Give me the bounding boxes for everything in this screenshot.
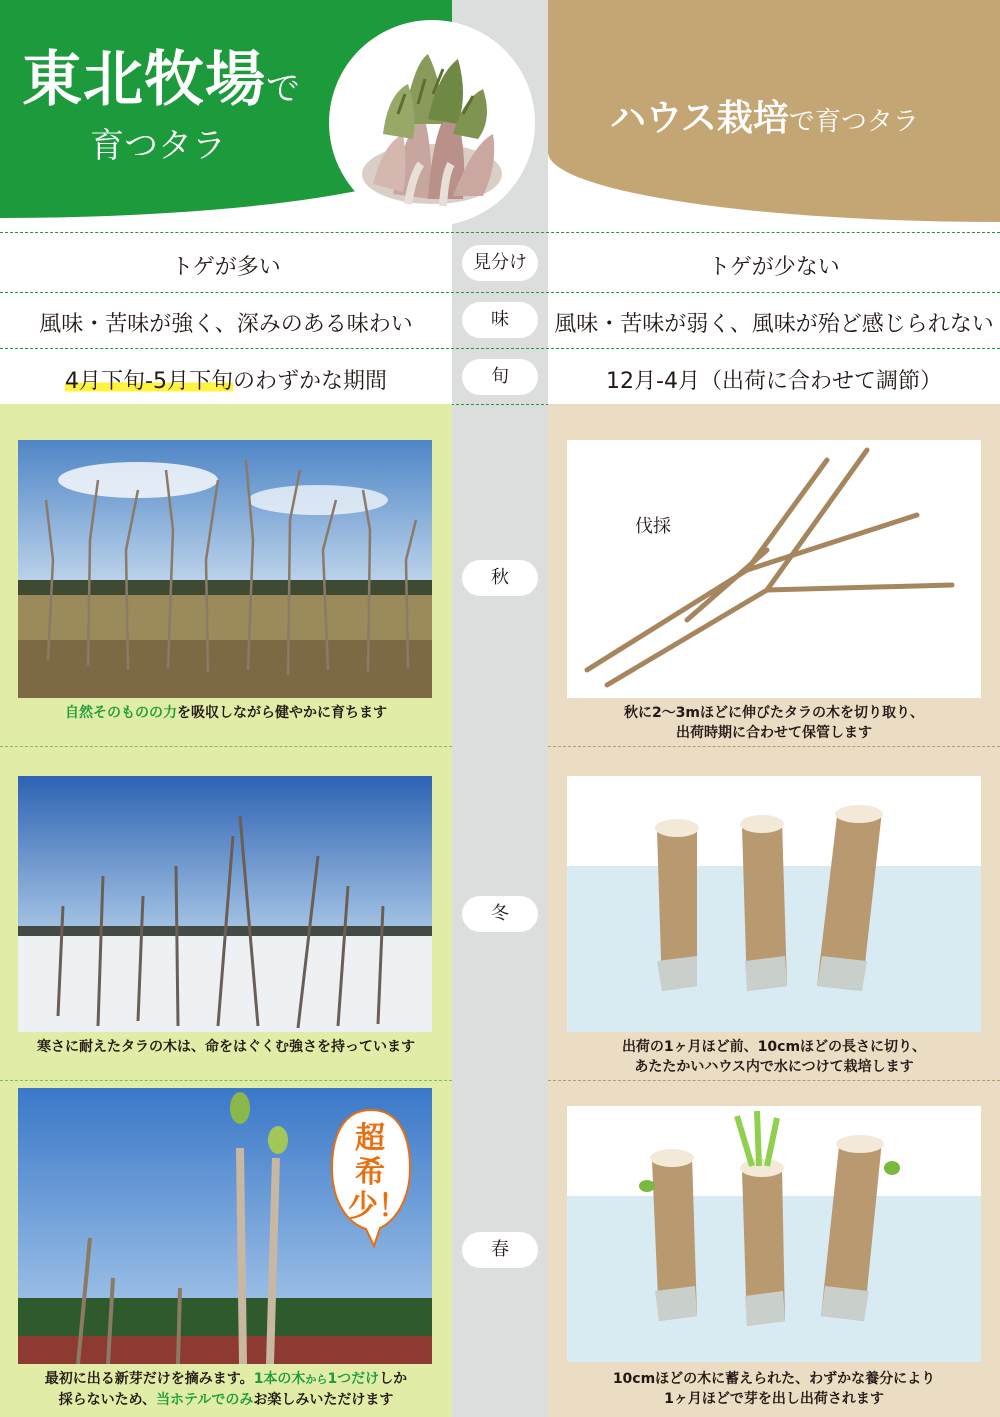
spring-left-caption-line2	[0, 1390, 452, 1410]
winter-right-caption-line2: あたたかいハウス内で水につけて栽培します	[634, 1059, 914, 1075]
spring-caption-emphasis: 1本の木	[253, 1371, 306, 1387]
row-divider	[0, 292, 1000, 293]
spring-caption-part: 採らないため、	[58, 1392, 157, 1408]
season-divider	[0, 746, 452, 747]
rare-callout: 超希少！	[348, 1121, 408, 1224]
spring-left-caption	[0, 1369, 452, 1410]
left-title-main: 東北牧場	[22, 45, 266, 115]
taste-left: 風味・苦味が強く、深みのある味わい	[39, 312, 413, 337]
winter-right-caption-line1: 出荷の1ヶ月ほど前、10cmほどの長さに切り、	[621, 1039, 927, 1055]
season-pill-spring: 春	[462, 1232, 538, 1268]
spikes-right: トゲが少ない	[708, 255, 840, 280]
spring-caption-emphasis: 当ホテルでのみ	[156, 1392, 254, 1408]
season-left-rest: のわずかな期間	[232, 369, 387, 394]
right-title-sub: で育つタラ	[788, 107, 919, 137]
left-title-sub: 育つタラ	[90, 126, 226, 166]
autumn-right-caption-line2: 出荷時期に合わせて保管します	[676, 725, 872, 741]
label-pill-season: 旬	[462, 359, 538, 395]
winter-soaking-illustration	[567, 776, 981, 1032]
spring-left-caption-line1	[0, 1369, 452, 1390]
season-divider	[0, 1080, 452, 1081]
spring-right-caption-line2: 1ヶ月ほどで芽を出し出荷されます	[664, 1391, 884, 1407]
row-divider	[0, 232, 1000, 233]
spring-right-caption	[548, 1369, 1000, 1409]
felling-tag: 伐採	[635, 516, 671, 537]
spring-caption-part: お楽しみいただけます	[253, 1392, 394, 1408]
spring-budding-illustration	[567, 1106, 981, 1362]
row-divider	[0, 348, 1000, 349]
season-left	[0, 364, 452, 395]
right-title-main: ハウス栽培	[610, 98, 789, 139]
spring-caption-part: 最初に出る新芽だけを摘みます。	[44, 1371, 254, 1387]
left-title	[22, 45, 300, 167]
season-divider	[548, 1080, 1000, 1081]
label-pill-appearance: 見分け	[462, 245, 538, 281]
spring-caption-part: から	[305, 1373, 328, 1386]
autumn-caption-rest: を吸収しながら健やかに育ちます	[177, 705, 387, 721]
winter-left-caption: 寒さに耐えたタラの木は、命をはぐくむ強さを持っています	[37, 1039, 415, 1055]
winter-snow-photo	[18, 776, 432, 1032]
left-title-particle: で	[266, 69, 300, 109]
autumn-right-caption	[548, 703, 1000, 743]
season-pill-winter: 冬	[462, 896, 538, 932]
right-title	[610, 90, 919, 141]
season-highlight: 4月下旬-5月下旬	[65, 369, 233, 394]
season-pill-autumn: 秋	[462, 560, 538, 596]
spring-caption-emphasis: 1つだけ	[327, 1371, 380, 1387]
tara-sprout-photo	[333, 24, 531, 222]
label-pill-taste: 味	[462, 302, 538, 338]
season-right: 12月-4月（出荷に合わせて調節）	[606, 369, 942, 394]
spikes-left: トゲが多い	[171, 255, 281, 280]
season-divider	[548, 746, 1000, 747]
autumn-right-caption-line1: 秋に2〜3mほどに伸びたタラの木を切り取り、	[623, 705, 925, 721]
autumn-left-caption	[0, 703, 452, 723]
spring-caption-part: しか	[379, 1371, 408, 1387]
taste-right: 風味・苦味が弱く、風味が殆ど感じられない	[554, 312, 994, 337]
spring-right-caption-line1: 10cmほどの木に蓄えられた、わずかな養分により	[612, 1371, 936, 1387]
autumn-caption-emphasis: 自然そのものの力	[65, 705, 177, 721]
autumn-field-photo	[18, 440, 432, 698]
winter-right-caption	[548, 1037, 1000, 1077]
autumn-cut-branches-illustration	[567, 440, 981, 698]
